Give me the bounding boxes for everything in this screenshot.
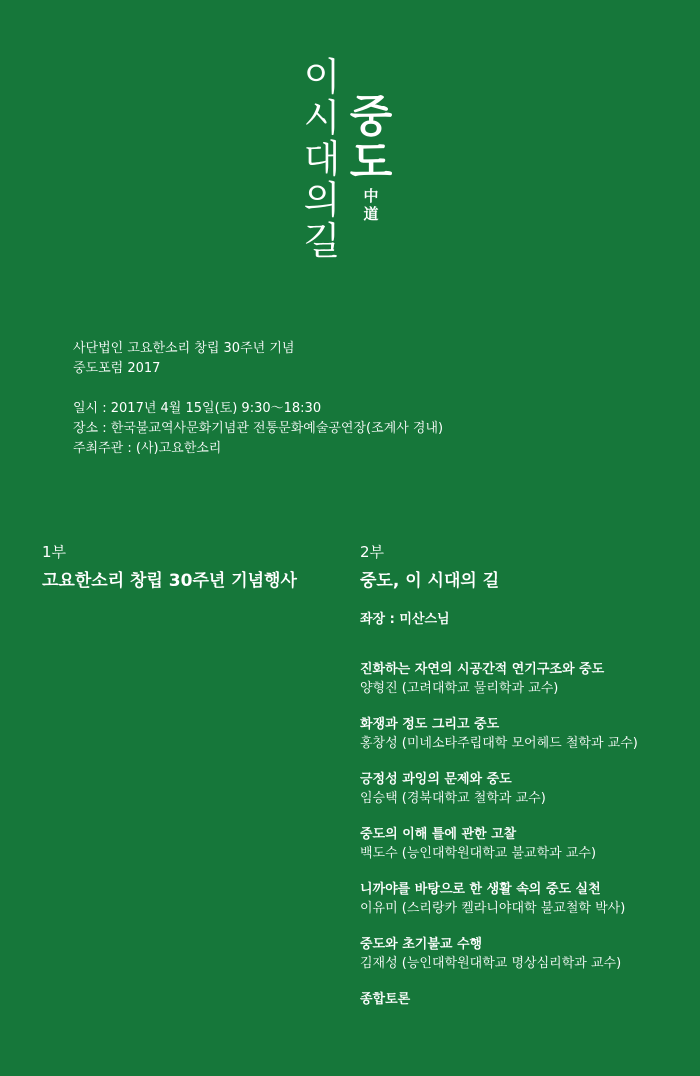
title-char: 시 xyxy=(303,96,341,140)
talk-list xyxy=(360,660,690,1009)
talk-item xyxy=(360,880,690,918)
talk-title: 니까야를 바탕으로 한 생활 속의 중도 실천 xyxy=(360,882,601,897)
talk-speaker: 김재성 (능인대학원대학교 명상심리학과 교수) xyxy=(360,956,622,971)
talk-title: 진화하는 자연의 시공간적 연기구조와 중도 xyxy=(360,662,605,677)
event-info xyxy=(73,339,443,459)
closing-session: 종합토론 xyxy=(360,992,411,1007)
talk-title: 중도의 이해 틀에 관한 고찰 xyxy=(360,827,517,842)
title-char: 의 xyxy=(303,178,341,222)
talk-item xyxy=(360,660,690,698)
host-line: 주최주관 : (사)고요한소리 xyxy=(73,441,222,456)
talk-speaker: 이유미 (스리랑카 켈라니야대학 불교철학 박사) xyxy=(360,901,626,916)
title-hanja-char: 中 xyxy=(363,187,379,205)
part-2-number: 2부 xyxy=(360,543,385,561)
part-1-number: 1부 xyxy=(42,543,67,561)
title-main-char: 도 xyxy=(349,137,393,188)
date-line: 일시 : 2017년 4월 15일(토) 9:30～18:30 xyxy=(73,401,322,416)
title-vertical-left xyxy=(300,55,344,263)
talk-item xyxy=(360,825,690,863)
part-2 xyxy=(360,541,499,591)
title-hanja-char: 道 xyxy=(363,205,379,223)
venue-line: 장소 : 한국불교역사문화기념관 전통문화예술공연장(조계사 경내) xyxy=(73,421,444,436)
talk-title: 화쟁과 정도 그리고 중도 xyxy=(360,717,500,732)
title-char: 길 xyxy=(303,219,341,263)
talk-item xyxy=(360,715,690,753)
org-line: 사단법인 고요한소리 창립 30주년 기념 xyxy=(73,341,295,356)
part-1-title: 고요한소리 창립 30주년 기념행사 xyxy=(42,571,297,591)
part-2-title: 중도, 이 시대의 길 xyxy=(360,571,500,591)
title-main-char: 중 xyxy=(349,91,393,142)
talk-speaker: 백도수 (능인대학원대학교 불교학과 교수) xyxy=(360,846,597,861)
talk-title: 중도와 초기불교 수행 xyxy=(360,937,483,952)
title-char: 이 xyxy=(303,55,341,99)
talk-item xyxy=(360,935,690,973)
talk-title: 긍정성 과잉의 문제와 중도 xyxy=(360,772,512,787)
part-1 xyxy=(42,541,297,591)
title-char: 대 xyxy=(303,137,341,181)
talk-speaker: 임승택 (경북대학교 철학과 교수) xyxy=(360,791,546,806)
talk-speaker: 홍창성 (미네소타주립대학 모어헤드 철학과 교수) xyxy=(360,736,638,751)
title-vertical-right xyxy=(346,91,396,225)
chair-line: 좌장 : 미산스님 xyxy=(360,612,450,627)
event-line: 중도포럼 2017 xyxy=(73,361,161,376)
talk-speaker: 양형진 (고려대학교 물리학과 교수) xyxy=(360,681,559,696)
talk-item xyxy=(360,770,690,808)
